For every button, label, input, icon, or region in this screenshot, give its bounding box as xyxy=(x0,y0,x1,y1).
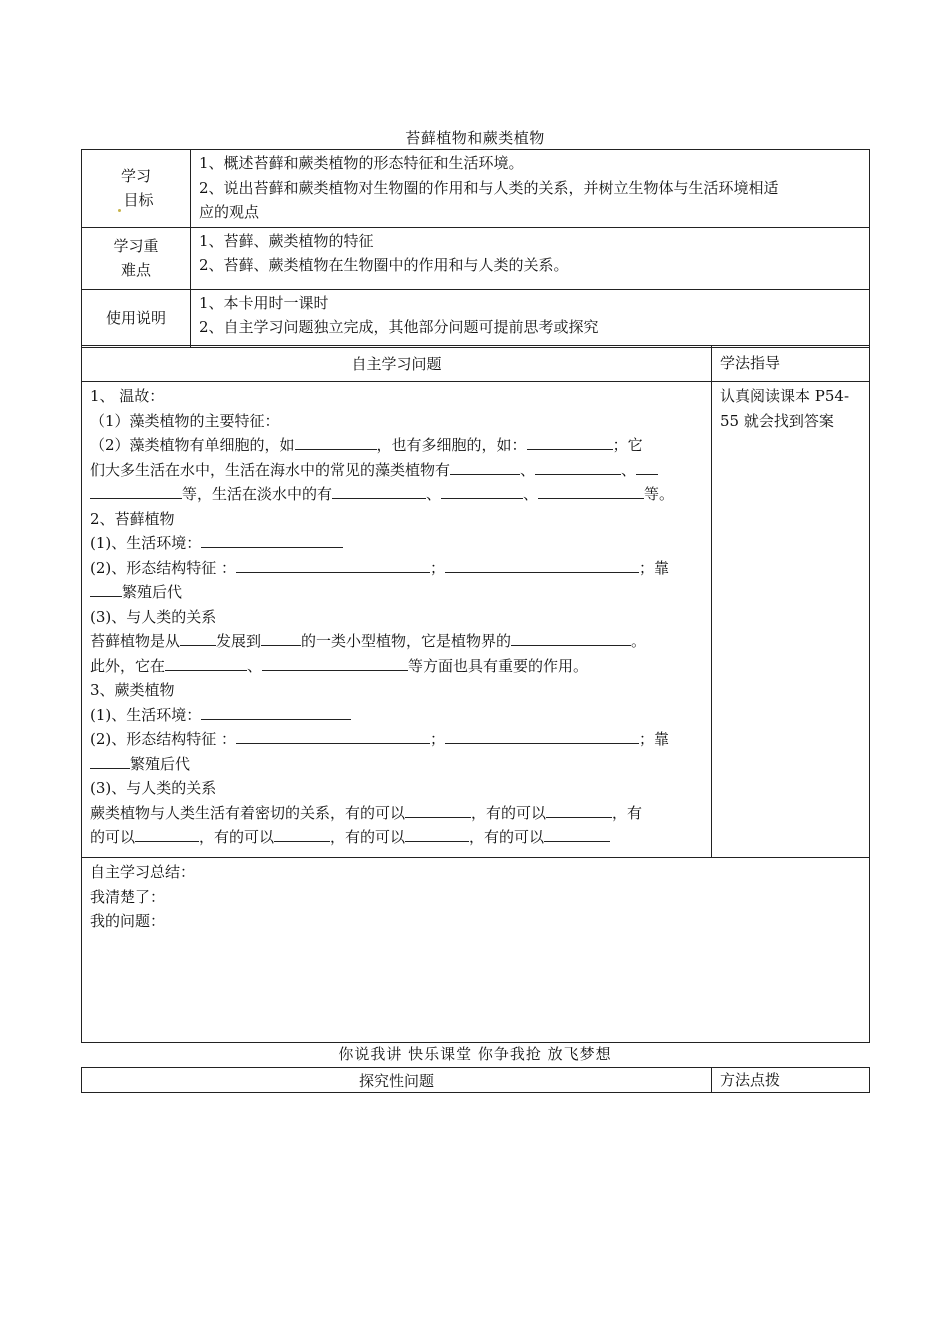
answer-blank[interactable] xyxy=(295,433,377,450)
answer-blank[interactable] xyxy=(274,825,330,842)
usage-label: 使用说明 xyxy=(82,289,191,347)
answer-blank[interactable] xyxy=(450,458,520,475)
answer-blank[interactable] xyxy=(180,629,216,646)
answer-blank[interactable] xyxy=(546,801,612,818)
answer-blank[interactable] xyxy=(201,531,343,548)
study-table xyxy=(81,345,870,1043)
decorative-dot xyxy=(118,209,121,212)
answer-blank[interactable] xyxy=(261,629,301,646)
summary-section: 自主学习总结： 我清楚了： 我的问题： xyxy=(82,858,870,1043)
answer-blank[interactable] xyxy=(636,458,658,475)
method-header: 学法指导 xyxy=(712,346,870,382)
method-guide: 认真阅读课本 P54- 55 就会找到答案 xyxy=(712,382,870,858)
answer-blank[interactable] xyxy=(201,703,351,720)
answer-blank[interactable] xyxy=(405,825,469,842)
answer-blank[interactable] xyxy=(405,801,471,818)
answer-blank[interactable] xyxy=(90,580,122,597)
answer-blank[interactable] xyxy=(262,654,348,671)
page-title: 苔藓植物和蕨类植物 xyxy=(405,129,545,147)
answer-blank[interactable] xyxy=(165,654,247,671)
answer-blank[interactable] xyxy=(511,629,631,646)
self-study-questions: 1、 温故： （1）藻类植物的主要特征： （2）藻类植物有单细胞的，如 ，也有多细胞的，如： ；它 们大多生活在水中，生活在海水中的常见的藻类植物有 、 、 等，生活在淡水中的有 、 、 等。 2、苔藓植物 (1)、生活环境： (2)、形态结构特征 ： ； ；靠 繁殖后代 (3)、与人类的关系 苔藓植物是从 发展到 的一类小型植物，它是植物界的 。 此外，它在 、 等方面也具有重要的作用。 3、蕨类植物 (1)、生活环境： (2)、形态结构特征 ： ； ；靠 繁殖后代 (3)、与人类的关系 蕨类植物与人类生活有着密切的关系，有的可以 ，有的可以 ，有 的可以 ，有的可以 ，有的可以 ，有的可以 xyxy=(82,382,712,858)
answer-blank[interactable] xyxy=(236,556,430,573)
answer-blank[interactable] xyxy=(538,482,644,499)
objectives-label: 学习 目标 xyxy=(82,150,191,228)
answer-blank[interactable] xyxy=(135,825,199,842)
answer-blank[interactable] xyxy=(445,727,639,744)
answer-blank[interactable] xyxy=(535,458,621,475)
answer-blank[interactable] xyxy=(332,482,426,499)
answer-blank[interactable] xyxy=(90,482,182,499)
answer-blank[interactable] xyxy=(445,556,639,573)
info-table xyxy=(81,149,870,348)
key-points-label: 学习重 难点 xyxy=(82,227,191,289)
answer-blank[interactable] xyxy=(544,825,610,842)
explore-table xyxy=(81,1067,870,1093)
tips-header: 方法点拨 xyxy=(712,1068,870,1093)
objectives-content: 1、概述苔藓和蕨类植物的形态特征和生活环境。 2、说出苔藓和蕨类植物对生物圈的作用和与人类的关系，并树立生物体与生活环境相适 应的观点 xyxy=(191,150,870,228)
usage-content: 1、本卡用时一课时 2、自主学习问题独立完成，其他部分问题可提前思考或探究 xyxy=(191,289,870,347)
answer-blank[interactable] xyxy=(236,727,430,744)
answer-blank[interactable] xyxy=(90,752,130,769)
answer-blank[interactable] xyxy=(348,654,408,671)
self-study-header: 自主学习问题 xyxy=(82,346,712,382)
key-points-content: 1、苔藓、蕨类植物的特征 2、苔藓、蕨类植物在生物圈中的作用和与人类的关系。 xyxy=(191,227,870,289)
answer-blank[interactable] xyxy=(441,482,523,499)
answer-blank[interactable] xyxy=(527,433,613,450)
explore-header: 探究性问题 xyxy=(82,1068,712,1093)
slogan: 你说我讲 快乐课堂 你争我抢 放飞梦想 xyxy=(338,1045,612,1063)
